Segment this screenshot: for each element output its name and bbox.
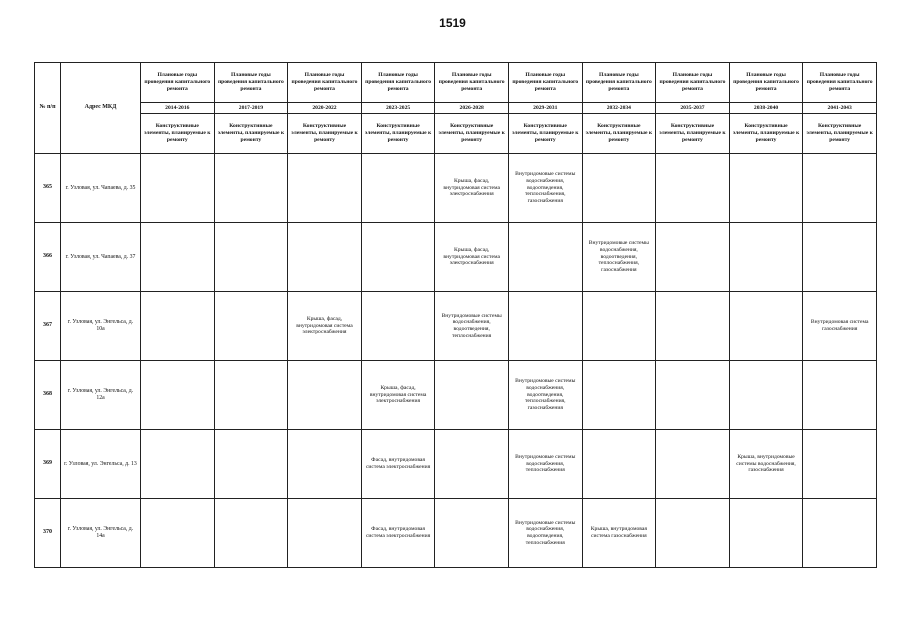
repair-cell [288, 223, 362, 292]
repair-cell [435, 361, 509, 430]
header-plan-label: Плановые годы проведения капитального ремонта [803, 63, 877, 103]
row-address: г. Узловая, ул. Энгельса, д. 10а [61, 292, 141, 361]
repair-cell [361, 223, 435, 292]
row-number: 369 [35, 430, 61, 499]
header-plan-label: Плановые годы проведения капитального ремонта [435, 63, 509, 103]
header-period: 2023-2025 [361, 103, 435, 114]
repair-cell [803, 361, 877, 430]
repair-cell [435, 499, 509, 568]
repair-cell [803, 499, 877, 568]
row-number: 368 [35, 361, 61, 430]
repair-cell: Крыша, фасад, внутридомовая система электроснабжения [361, 361, 435, 430]
repair-cell [141, 499, 215, 568]
header-period: 2026-2028 [435, 103, 509, 114]
table-row [35, 499, 877, 568]
repair-cell [729, 499, 803, 568]
row-address: г. Узловая, ул. Энгельса, д. 14а [61, 499, 141, 568]
repair-cell [141, 223, 215, 292]
repair-cell [288, 430, 362, 499]
repair-cell: Внутридомовые системы водоснабжения, водоотведения, теплоснабжения [508, 499, 582, 568]
repair-cell: Крыша, фасад, внутридомовая система электроснабжения [288, 292, 362, 361]
capital-repair-table [34, 62, 877, 568]
repair-cell [288, 499, 362, 568]
repair-cell: Внутридомовые системы водоснабжения, водоотведения, теплоснабжения, газоснабжения [508, 154, 582, 223]
repair-cell [582, 430, 656, 499]
header-elements-label: Конструктивные элементы, планируемые к ремонту [729, 114, 803, 154]
header-period: 2014-2016 [141, 103, 215, 114]
repair-cell [288, 361, 362, 430]
header-plan-label: Плановые годы проведения капитального ремонта [508, 63, 582, 103]
repair-cell [214, 223, 288, 292]
header-elements-label: Конструктивные элементы, планируемые к ремонту [508, 114, 582, 154]
header-plan-label: Плановые годы проведения капитального ремонта [214, 63, 288, 103]
header-period: 2032-2034 [582, 103, 656, 114]
repair-cell [214, 361, 288, 430]
header-plan-label: Плановые годы проведения капитального ремонта [582, 63, 656, 103]
repair-cell [656, 154, 730, 223]
repair-cell [141, 154, 215, 223]
repair-cell: Крыша, фасад, внутридомовая система электроснабжения [435, 223, 509, 292]
repair-cell [729, 361, 803, 430]
table-row [35, 154, 877, 223]
repair-cell [435, 430, 509, 499]
header-plan-label: Плановые годы проведения капитального ремонта [361, 63, 435, 103]
header-period: 2029-2031 [508, 103, 582, 114]
table-row [35, 223, 877, 292]
repair-cell: Внутридомовые системы водоснабжения, водоотведения, теплоснабжения [435, 292, 509, 361]
header-address: Адрес МКД [61, 63, 141, 154]
repair-cell [508, 292, 582, 361]
row-address: г. Узловая, ул. Энгельса, д. 12а [61, 361, 141, 430]
header-plan-label: Плановые годы проведения капитального ремонта [141, 63, 215, 103]
header-number: № п/п [35, 63, 61, 154]
repair-cell: Фасад, внутридомовая система электроснабжения [361, 430, 435, 499]
header-period: 2017-2019 [214, 103, 288, 114]
page-number: 1519 [439, 16, 466, 30]
header-elements-label: Конструктивные элементы, планируемые к ремонту [141, 114, 215, 154]
repair-cell: Фасад, внутридомовая система электроснабжения [361, 499, 435, 568]
row-address: г. Узловая, ул. Чапаева, д. 35 [61, 154, 141, 223]
repair-cell: Внутридомовые системы водоснабжения, водоотведения, теплоснабжения, газоснабжения [582, 223, 656, 292]
repair-cell [582, 361, 656, 430]
repair-cell [214, 430, 288, 499]
repair-cell [214, 292, 288, 361]
repair-cell [656, 361, 730, 430]
repair-cell [508, 223, 582, 292]
repair-cell [288, 154, 362, 223]
repair-cell [729, 292, 803, 361]
header-period: 2038-2040 [729, 103, 803, 114]
repair-cell [656, 223, 730, 292]
repair-cell [803, 430, 877, 499]
repair-cell [141, 361, 215, 430]
header-elements-label: Конструктивные элементы, планируемые к ремонту [435, 114, 509, 154]
repair-cell [582, 292, 656, 361]
header-period: 2020-2022 [288, 103, 362, 114]
header-plan-label: Плановые годы проведения капитального ремонта [656, 63, 730, 103]
row-number: 367 [35, 292, 61, 361]
table-row [35, 361, 877, 430]
repair-cell [803, 223, 877, 292]
repair-cell [656, 499, 730, 568]
repair-cell: Крыша, внутридомовые системы водоснабжения, газоснабжения [729, 430, 803, 499]
repair-cell [214, 499, 288, 568]
repair-cell [582, 154, 656, 223]
row-number: 365 [35, 154, 61, 223]
header-elements-label: Конструктивные элементы, планируемые к ремонту [656, 114, 730, 154]
row-number: 370 [35, 499, 61, 568]
repair-cell: Внутридомовые системы водоснабжения, теплоснабжения [508, 430, 582, 499]
repair-cell [656, 430, 730, 499]
table-row [35, 292, 877, 361]
repair-cell [656, 292, 730, 361]
row-address: г. Узловая, ул. Энгельса, д. 13 [61, 430, 141, 499]
header-elements-label: Конструктивные элементы, планируемые к ремонту [582, 114, 656, 154]
header-period: 2041-2043 [803, 103, 877, 114]
repair-cell [729, 154, 803, 223]
row-number: 366 [35, 223, 61, 292]
repair-cell: Внутридомовые системы водоснабжения, водоотведения, теплоснабжения, газоснабжения [508, 361, 582, 430]
header-plan-label: Плановые годы проведения капитального ремонта [729, 63, 803, 103]
repair-cell [141, 430, 215, 499]
repair-cell [141, 292, 215, 361]
header-period: 2035-2037 [656, 103, 730, 114]
header-plan-label: Плановые годы проведения капитального ремонта [288, 63, 362, 103]
header-elements-label: Конструктивные элементы, планируемые к ремонту [361, 114, 435, 154]
repair-cell [729, 223, 803, 292]
header-elements-label: Конструктивные элементы, планируемые к ремонту [288, 114, 362, 154]
repair-cell: Крыша, внутридомовая система газоснабжения [582, 499, 656, 568]
header-elements-label: Конструктивные элементы, планируемые к ремонту [803, 114, 877, 154]
header-elements-label: Конструктивные элементы, планируемые к ремонту [214, 114, 288, 154]
repair-cell: Внутридомовая система газоснабжения [803, 292, 877, 361]
table-row [35, 430, 877, 499]
repair-cell [361, 292, 435, 361]
repair-cell [803, 154, 877, 223]
row-address: г. Узловая, ул. Чапаева, д. 37 [61, 223, 141, 292]
repair-cell [214, 154, 288, 223]
repair-cell [361, 154, 435, 223]
repair-cell: Крыша, фасад, внутридомовая система электроснабжения [435, 154, 509, 223]
